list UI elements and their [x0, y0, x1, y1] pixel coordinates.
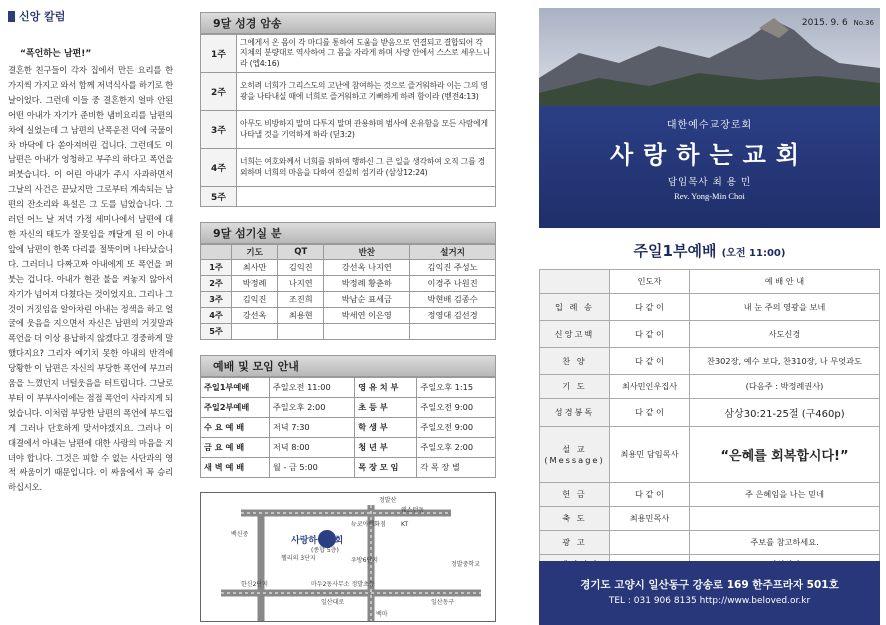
- duty-row: [201, 276, 496, 292]
- worship-label: 기 도: [540, 375, 610, 399]
- bible-week: 5주: [201, 187, 237, 207]
- meeting-cell: 저녁 7:30: [269, 418, 354, 438]
- meetings-title: 예배 및 모임 안내: [200, 355, 496, 377]
- worship-content: [690, 507, 880, 531]
- meeting-cell: 저녁 8:00: [269, 438, 354, 458]
- bible-verse: 너희는 여호와께서 너희를 위하여 행하신 그 큰 일을 생각하여 오직 그를 경외하며 너희의 마음을 다하여 진실히 섬기라 (삼상12:24): [237, 149, 496, 187]
- column-article: [8, 8, 173, 495]
- meeting-cell: 월 - 금 5:00: [269, 458, 354, 478]
- duty-cell: 박정례: [231, 276, 277, 292]
- article-section-title: [8, 8, 173, 24]
- church-name: 사랑하는교회: [609, 140, 810, 169]
- worship-leader: [610, 531, 690, 555]
- map-label: 웨스턴돔: [401, 507, 425, 514]
- map-label: 정발산: [379, 497, 397, 504]
- map-label: 백마: [376, 611, 388, 618]
- bible-row: [201, 73, 496, 111]
- worship-header-blank: [540, 270, 610, 294]
- worship-row: [540, 399, 880, 427]
- bible-week: 3주: [201, 111, 237, 149]
- bible-row: [201, 111, 496, 149]
- worship-label: 헌 금: [540, 483, 610, 507]
- bible-table: [200, 34, 496, 207]
- meeting-cell: 주일1부예배: [201, 378, 270, 398]
- article-body: 결혼한 친구들이 각자 집에서 만든 요리를 한 가지씩 가지고 와서 함께 저녁식사를 하기로 한 날이었다. 그런데 이들 중 결혼한지 얼마 안된 어떤 아내가 자기가 준비한 냄비요리를 남편의 차에 실었는데 그 남편의 난폭운전 덕에 국물이 차 바닥에 다 쏟아져버린 겁니다. 그런데도 이 남편은 아내가 엉청하고 부주의 하다고 폭언을 퍼붓습니다. 이 어린 아내가 주시 사과하면서 그날의 사건은 끝났지만 그로부터 계속되는 남편의 잔소리와 욕설은 그 도를 넘었습니다. 그러던 어느 날 저녁 가정 세미나에서 남편에 대한 자신의 태도가 잘못임을 깨달게 된 이 아내 앞에 남편이 한쪽 다리를 절뚝이며 나타났습니다. 그러더니 다짜고짜 아내에게 또 폭언을 퍼붓는 겁니다. 아내가 현관 불을 켜놓지 않아서 자기가 넘어져 다쳤다는 것이었지요. 그리나 그것이 거짓임을 알아차린 아내는 정색을 하고 얼굴에 웃음을 지으면서 자신은 남편의 거짓말과 폭언을 더 이상 용납하지 않겠다고 경중하게 말했다지요? 그리자 예기치 못한 아내의 반격에 당황한 이 남편은 자신의 부당한 폭언에 부끄러움을 느꼈던지 너털웃음을 터트립니다. 그날로부터 이 부부사이에는 점점 폭언이 사라지게 되었습니다. 이처럼 부당한 남편의 폭언에 부드럽게 그러나 단호하게 맞서야겠지요. 그러나 이 대결에서 아내는 남편에 대한 사랑의 마음을 지녀야 합니다. 그것은 피할 수 없는 사단과의 영적 싸움이기 때문입니다. 이 싸움에서 꼭 승리하십시오.: [8, 65, 173, 493]
- duty-cell: 나지연: [278, 276, 324, 292]
- worship-row: [540, 483, 880, 507]
- map-label: 일산대로: [321, 599, 345, 606]
- duty-week: 4주: [201, 308, 232, 324]
- duty-cell: 최용현: [278, 308, 324, 324]
- duty-title: 9달 섬기실 분: [200, 222, 496, 244]
- worship-content: 주 은혜임을 나는 믿네: [690, 483, 880, 507]
- church-contact: TEL : 031 906 8135 http://www.beloved.or.kr: [608, 596, 811, 606]
- worship-content: 사도신경: [690, 321, 880, 348]
- worship-order-table: [539, 269, 880, 575]
- worship-header: 인도자: [610, 270, 690, 294]
- bible-week: 4주: [201, 149, 237, 187]
- worship-header-row: [540, 270, 880, 294]
- map-label: 우방6단지: [351, 557, 379, 564]
- meeting-cell: 주일오전 9:00: [417, 418, 496, 438]
- duty-cell: [410, 324, 496, 340]
- meetings-table: [200, 377, 496, 478]
- map-label: KT: [401, 521, 409, 528]
- meeting-cell: 영 유 치 부: [355, 378, 417, 398]
- duty-row: [201, 260, 496, 276]
- section-marker-icon: [8, 11, 15, 22]
- denomination: 대한예수교장로회: [666, 120, 753, 131]
- map-label: 일산동구: [431, 599, 455, 606]
- duty-header: [201, 245, 232, 260]
- church-address: 경기도 고양시 일산동구 강송로 169 한주프라자 501호: [580, 579, 839, 591]
- worship-leader: 최용민 담임목사: [610, 427, 690, 483]
- bible-verse: 오히려 너희가 그리스도의 고난에 참여하는 것으로 즐거워하라 이는 그의 영광을 나타내실 때에 너희로 즐거워하고 기뻐하게 하려 함이라 (벧전4:13): [237, 73, 496, 111]
- worship-row: [540, 507, 880, 531]
- duty-row: [201, 308, 496, 324]
- map-label: 헬리의 3단지: [281, 555, 316, 562]
- column-schedule: [200, 12, 496, 622]
- duty-cell: 이경주 나원진: [410, 276, 496, 292]
- worship-leader: 최사민인우집사: [610, 375, 690, 399]
- duty-header: QT: [278, 245, 324, 260]
- meeting-row: [201, 418, 496, 438]
- meeting-row: [201, 378, 496, 398]
- column-cover: [539, 8, 880, 606]
- meeting-cell: 주일2부예배: [201, 398, 270, 418]
- duty-table: [200, 244, 496, 340]
- duty-cell: 최사만: [231, 260, 277, 276]
- section-title-text: 신앙 칼럼: [19, 10, 66, 23]
- duty-week: 2주: [201, 276, 232, 292]
- worship-label: 신앙고백: [540, 321, 610, 348]
- duty-week: 1주: [201, 260, 232, 276]
- duty-cell: 조진희: [278, 292, 324, 308]
- service-time: (오전 11:00): [721, 248, 786, 259]
- worship-leader: 다 같 이: [610, 294, 690, 321]
- worship-content: (다음주 : 박정례권사): [690, 375, 880, 399]
- issue-number: No.36: [853, 19, 874, 27]
- meeting-cell: 초 등 부: [355, 398, 417, 418]
- worship-content: 찬302장, 예수 보다, 찬310장, 나 무엇과도: [690, 348, 880, 375]
- meeting-cell: 각 목 장 별: [417, 458, 496, 478]
- date-text: 2015. 9. 6: [801, 18, 848, 28]
- duty-cell: 정영대 김선경: [410, 308, 496, 324]
- duty-cell: 강선옥 나지연: [324, 260, 410, 276]
- meeting-cell: 주일오전 9:00: [417, 398, 496, 418]
- worship-row: [540, 321, 880, 348]
- worship-label: 성경봉독: [540, 399, 610, 427]
- pastor-name: 담임목사 최 용 민: [667, 177, 752, 188]
- meeting-cell: 청 년 부: [355, 438, 417, 458]
- duty-cell: 박세연 이은영: [324, 308, 410, 324]
- bible-row: [201, 187, 496, 207]
- meeting-row: [201, 438, 496, 458]
- map-label: 사랑하는교회: [291, 536, 344, 546]
- worship-leader: 최용민목사: [610, 507, 690, 531]
- church-banner: [539, 106, 880, 228]
- worship-row: [540, 427, 880, 483]
- meeting-cell: 주일오후 1:15: [417, 378, 496, 398]
- worship-row: [540, 348, 880, 375]
- bible-title: 9달 성경 암송: [200, 12, 496, 34]
- duty-header: 설거지: [410, 245, 496, 260]
- duty-header-row: [201, 245, 496, 260]
- meeting-row: [201, 458, 496, 478]
- worship-content: 내 눈 주의 영광을 보네: [690, 294, 880, 321]
- location-map: [200, 492, 496, 622]
- service-title: [539, 240, 880, 261]
- duty-week: 5주: [201, 324, 232, 340]
- worship-label: 축 도: [540, 507, 610, 531]
- worship-row: [540, 531, 880, 555]
- duty-cell: [278, 324, 324, 340]
- map-label: 마두2동사무소 정발초등: [311, 581, 375, 588]
- map-label: 한신2단지: [241, 581, 269, 588]
- church-footer: [539, 561, 880, 625]
- meeting-cell: 학 생 부: [355, 418, 417, 438]
- meeting-cell: 주일오후 2:00: [269, 398, 354, 418]
- worship-row: [540, 294, 880, 321]
- worship-label: 찬 양: [540, 348, 610, 375]
- worship-label: 설 교 (Message): [540, 427, 610, 483]
- duty-week: 3주: [201, 292, 232, 308]
- meeting-row: [201, 398, 496, 418]
- bible-week: 2주: [201, 73, 237, 111]
- article-subtitle: “폭언하는 남편!”: [20, 49, 92, 59]
- worship-leader: 다 같 이: [610, 348, 690, 375]
- duty-cell: 김익진: [231, 292, 277, 308]
- bible-verse: [237, 187, 496, 207]
- worship-leader: 다 같 이: [610, 399, 690, 427]
- map-label: 백신중: [231, 531, 249, 538]
- meeting-cell: 주일오후 2:00: [417, 438, 496, 458]
- bible-row: [201, 35, 496, 73]
- duty-cell: 김익진 주성노: [410, 260, 496, 276]
- duty-header: 반찬: [324, 245, 410, 260]
- worship-leader: 다 같 이: [610, 321, 690, 348]
- meeting-cell: 새 벽 예 배: [201, 458, 270, 478]
- meeting-cell: 목 장 모 임: [355, 458, 417, 478]
- duty-cell: 박남순 표세금: [324, 292, 410, 308]
- pastor-name-en: Rev. Yong-Min Choi: [674, 191, 745, 201]
- meeting-cell: 금 요 예 배: [201, 438, 270, 458]
- worship-label: 광 고: [540, 531, 610, 555]
- bible-row: [201, 149, 496, 187]
- duty-cell: 박정례 황춘하: [324, 276, 410, 292]
- issue-date: [802, 8, 880, 34]
- duty-cell: 박현배 김종수: [410, 292, 496, 308]
- worship-label: 입 례 송: [540, 294, 610, 321]
- meeting-cell: 주일오전 11:00: [269, 378, 354, 398]
- worship-content: 삼상30:21-25절 (구460p): [690, 399, 880, 427]
- worship-leader: 다 같 이: [610, 483, 690, 507]
- duty-cell: [324, 324, 410, 340]
- duty-cell: [231, 324, 277, 340]
- worship-content: “은혜를 회복합시다!”: [690, 427, 880, 483]
- duty-row: [201, 292, 496, 308]
- bible-week: 1주: [201, 35, 237, 73]
- service-title-text: 주일1부예배: [633, 242, 717, 260]
- duty-cell: 강선옥: [231, 308, 277, 324]
- meeting-cell: 수 요 예 배: [201, 418, 270, 438]
- worship-row: [540, 375, 880, 399]
- worship-content: 주보를 참고하세요.: [690, 531, 880, 555]
- bible-verse: 그에게서 온 몸이 각 마디를 통하여 도움을 받음으로 연결되고 결합되어 각 지체의 분량대로 역사하여 그 몸을 자라게 하며 사랑 안에서 스스로 세우느니라 (엡4:16): [237, 35, 496, 73]
- map-label: 정발중학교: [451, 561, 480, 568]
- bible-verse: 아무도 비방하지 말며 다투지 말며 관용하며 범사에 온유함을 모든 사람에게 나타낼 것을 기억하게 하라 (딛3:2): [237, 111, 496, 149]
- duty-header: 기도: [231, 245, 277, 260]
- worship-header: 예 배 안 내: [690, 270, 880, 294]
- map-label: (종합 5층): [311, 547, 339, 554]
- duty-row: [201, 324, 496, 340]
- duty-cell: 김익진: [278, 260, 324, 276]
- map-label: 뉴코아백화점: [351, 521, 386, 528]
